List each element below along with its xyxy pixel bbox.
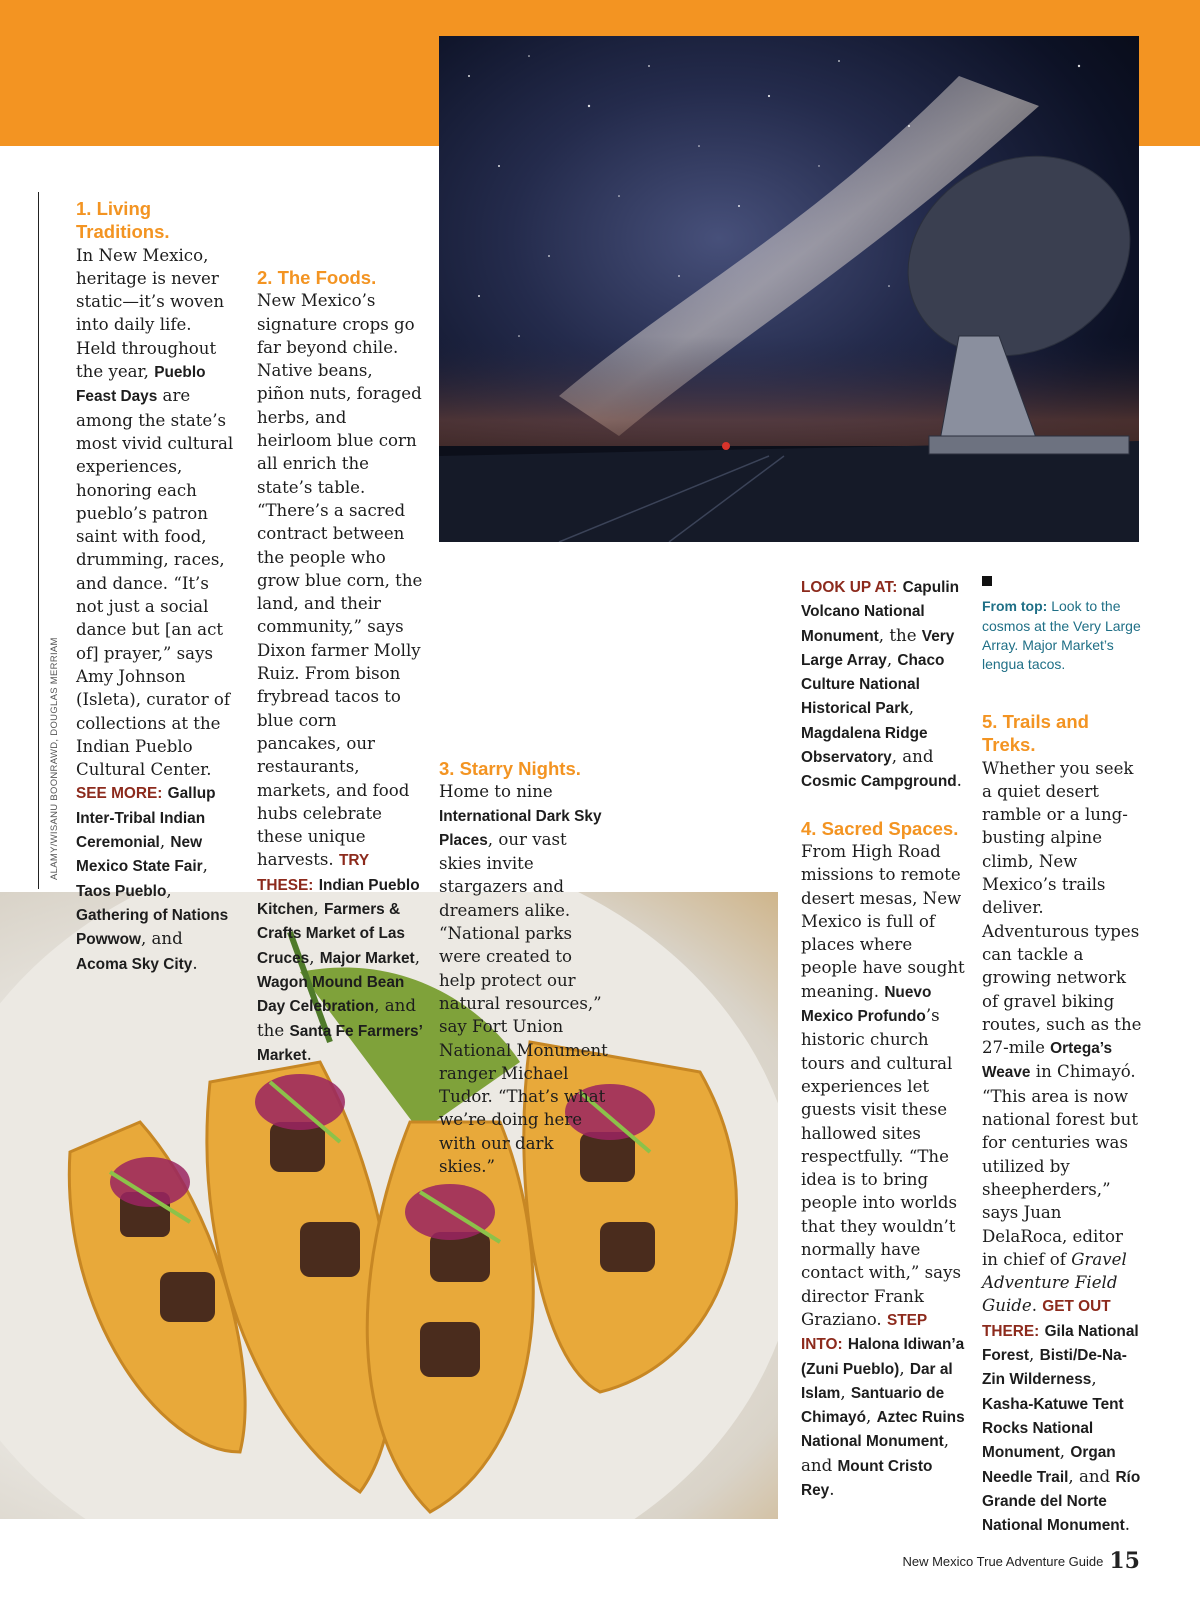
place-mount-cristo-rey: Mount Cristo Rey — [801, 1457, 933, 1499]
text-run: , our vast skies invite stargazers and dreamers alike. “National parks were created to help protect our natural resources,” say Fort Union National Monument ranger Michael Tudor. “That’s what we’re doing here with our dark skies.” — [439, 829, 608, 1177]
see-more-cue: SEE MORE: — [76, 785, 163, 803]
section-3-places: LOOK UP AT: Capulin Volcano National Monument, the Very Large Array, Chaco Culture National Historical Park, Magdalena Ridge Observatory, and Cosmic Campground. — [801, 579, 962, 791]
spacer — [257, 243, 425, 266]
place-acoma: Acoma Sky City — [76, 955, 193, 973]
text-run: in Chimayó. “This area is now national forest but for centuries was utilized by sheepherders,” says Juan DelaRoca, editor in chief of — [982, 1062, 1139, 1269]
spacer — [257, 197, 425, 220]
place-santa-fe-farmers-market: Santa Fe Farmers’ Market — [257, 1022, 423, 1064]
text-run: , and — [1068, 1466, 1116, 1486]
section-1-heading: 1. Living Traditions. — [76, 198, 170, 243]
column-2 — [257, 197, 425, 1067]
place-las-cruces-market: Farmers & Crafts Market of Las Cruces — [257, 901, 405, 967]
place-chaco: Chaco Culture National Historical Park — [801, 651, 945, 718]
try-these-cue: TRY THESE: — [257, 852, 369, 894]
get-out-there-cue: GET OUT THERE: — [982, 1298, 1111, 1340]
place-taos-pueblo: Taos Pueblo — [76, 882, 167, 900]
section-4-body: From High Road missions to remote desert mesas, New Mexico is full of places where people have sought meaning. Nuevo Mexico Profundo’s historic church tours and cultural experiences let guests visit these hallowed sites respectfully. “The idea is to bring people into worlds that they wouldn’t normally have contact with,” says director Frank Graziano. STEP INTO: Halona Idiwan’a (Zuni Pueblo), Dar al Islam, Santuario de Chimayó, Aztec Ruins National Monument, and Mount Cristo Rey. — [801, 841, 965, 1499]
photo-credit: ALAMY/WISANU BOONRAWD, DOUGLAS MERRIAM — [49, 637, 60, 880]
text-run: From High Road missions to remote desert mesas, New Mexico is full of places where people have sought meaning. — [801, 841, 965, 1001]
publication-name: New Mexico True Adventure Guide — [902, 1554, 1104, 1569]
page-number: 15 — [1109, 1548, 1140, 1574]
text-run: Home to nine — [439, 782, 553, 802]
caption-body: Look to the cosmos at the Very Large Array. Major Market’s lengua tacos. — [982, 598, 1141, 673]
column-rule — [38, 192, 39, 889]
place-magdalena: Magdalena Ridge Observatory — [801, 724, 928, 767]
column-3 — [439, 757, 609, 1178]
place-rio-grande: Río Grande del Norte National Monument — [982, 1468, 1141, 1535]
section-4-heading: 4. Sacred Spaces. — [801, 817, 959, 839]
spacer — [257, 220, 425, 243]
text-run: , and — [891, 747, 934, 767]
column-5 — [801, 575, 969, 1502]
look-up-at-cue: LOOK UP AT: — [801, 579, 898, 596]
section-2-body: New Mexico’s signature crops go far beyond chile. Native beans, piñon nuts, foraged herbs, and heirloom blue corn all enrich the state’s table. “There’s a sacred contract between the people who grow blue corn, the land, and their community,” says Dixon farmer Molly Ruiz. From bison frybread tacos to blue corn pancakes, our restaurants, markets, and food hubs celebrate these unique harvests. TRY THESE: Indian Pueblo Kitchen, Farmers & Crafts Market of Las Cruces, Major Market, Wagon Mound Bean Day Celebration, and the Santa Fe Farmers’ Market. — [257, 291, 423, 1064]
section-5-heading: 5. Trails and Treks. — [982, 711, 1089, 756]
place-cosmic-campground: Cosmic Campground — [801, 773, 957, 791]
caption-text — [982, 597, 1152, 674]
text-run: . — [1031, 1296, 1043, 1316]
caption-lead: From top: — [982, 598, 1048, 615]
text-run: Whether you seek a quiet desert ramble or a lung-busting alpine climb, New Mexico’s trails deliver. Adventurous types can tackle a growing network of gravel biking routes, such as the 27-mile — [982, 758, 1142, 1058]
photo-caption — [982, 576, 1152, 674]
place-gila: Gila National Forest — [982, 1322, 1139, 1365]
place-organ-needle: Organ Needle Trail — [982, 1444, 1116, 1486]
place-wagon-mound: Wagon Mound Bean Day Celebration — [257, 973, 405, 1016]
section-3-heading: 3. Starry Nights. — [439, 758, 581, 779]
place-gathering-of-nations: Gathering of Nations Powwow — [76, 906, 229, 949]
place-major-market: Major Market — [319, 949, 415, 967]
place-tent-rocks: Kasha-Katuwe Tent Rocks National Monument — [982, 1395, 1124, 1462]
ortegas-weave: Ortega’s Weave — [982, 1040, 1113, 1082]
text-run: , and — [140, 929, 183, 949]
page-footer — [902, 1548, 1140, 1574]
place-halona: Halona Idiwan’a (Zuni Pueblo) — [801, 1336, 965, 1378]
place-gallup: Gallup Inter-Tribal Indian Ceremonial — [76, 785, 216, 852]
very-large-array-photo — [439, 36, 1139, 542]
text-run: are among the state’s most vivid cultural experiences, honoring each pueblo’s patron saint with food, drumming, races, and dance. “It’s not just a social dance but [an act of] prayer,” says Amy Johnson (Isleta), curator of collections at the Indian Pueblo Cultural Center. — [76, 386, 234, 780]
nuevo-mexico-profundo: Nuevo Mexico Profundo — [801, 983, 932, 1026]
dark-sky-places: International Dark Sky Places — [439, 807, 602, 849]
place-santuario: Santuario de Chimayó — [801, 1384, 945, 1427]
text-run: , the — [878, 625, 922, 645]
place-indian-pueblo-kitchen: Indian Pueblo Kitchen — [257, 876, 420, 919]
place-very-large-array: Very Large Array — [801, 627, 955, 669]
place-aztec-ruins: Aztec Ruins National Monument — [801, 1409, 965, 1451]
text-run: , and the — [257, 996, 416, 1040]
section-5-body: Whether you seek a quiet desert ramble or a lung-busting alpine climb, New Mexico’s trails deliver. Adventurous types can tackle a growing network of gravel biking routes, such as the 27-mile Ortega’s Weave in Chimayó. “This area is now national forest but for centuries was utilized by sheepherders,” says Juan DelaRoca, editor in chief of Gravel Adventure Field Guide. GET OUT THERE: Gila National Forest, Bisti/De-Na-Zin Wilderness, Kasha-Katuwe Tent Rocks National Monument, Organ Needle Trail, and Río Grande del Norte National Monument. — [982, 758, 1142, 1535]
text-run: New Mexico’s signature crops go far beyond chile. Native beans, piñon nuts, foraged herbs, and heirloom blue corn all enrich the state’s table. “There’s a sacred contract between the people who grow blue corn, the land, and their community,” says Dixon farmer Molly Ruiz. From bison frybread tacos to blue corn pancakes, our restaurants, markets, and food hubs celebrate these unique harvests. — [257, 291, 423, 870]
pueblo-feast-days: Pueblo Feast Days — [76, 364, 206, 406]
caption-marker-square — [982, 576, 992, 586]
place-capulin: Capulin Volcano National Monument — [801, 579, 960, 645]
step-into-cue: STEP INTO: — [801, 1311, 927, 1354]
guide-title: Gravel Adventure Field Guide — [982, 1249, 1127, 1316]
text-run: In New Mexico, heritage is never static—it’s woven into daily life. Held throughout the year, — [76, 245, 225, 382]
place-nm-state-fair: New Mexico State Fair — [76, 834, 203, 876]
place-dar-al-islam: Dar al Islam — [801, 1360, 953, 1402]
section-2-heading: 2. The Foods. — [257, 267, 377, 288]
section-1-body: In New Mexico, heritage is never static—it’s woven into daily life. Held throughout the year, Pueblo Feast Days are among the state’s most vivid cultural experiences, honoring each pueblo’s patron saint with food, drumming, races, and dance. “It’s not just a social dance but [an act of] prayer,” says Amy Johnson (Isleta), curator of collections at the Indian Pueblo Cultural Center. SEE MORE: Gallup Inter-Tribal Indian Ceremonial, New Mexico State Fair, Taos Pueblo, Gathering of Nations Powwow, and Acoma Sky City. — [76, 245, 234, 973]
spacer — [801, 794, 969, 817]
column-6 — [982, 710, 1142, 1537]
text-run: , and — [801, 1431, 950, 1475]
text-run: ’s historic church tours and cultural experiences let guests visit these hallowed sites respectfully. “The idea is to bring people into worlds that they wouldn’t normally have contact with,” says director Frank Graziano. — [801, 1006, 961, 1329]
place-bisti: Bisti/De-Na-Zin Wilderness — [982, 1347, 1127, 1389]
night-sky-illustration — [439, 36, 1139, 542]
column-1 — [76, 197, 236, 976]
section-3-body — [439, 780, 609, 1178]
